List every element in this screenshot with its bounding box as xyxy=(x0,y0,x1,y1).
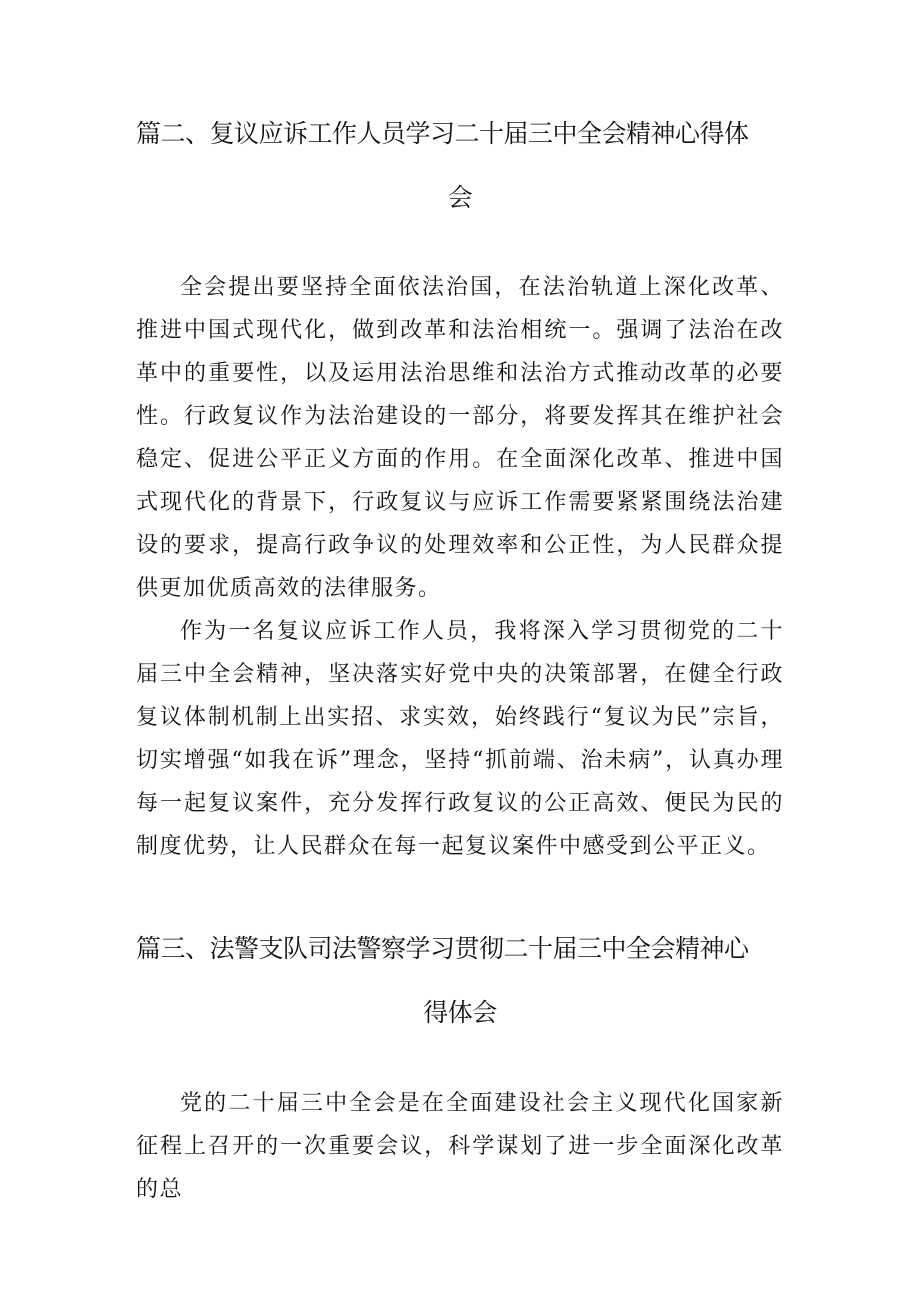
section2-paragraph-1: 全会提出要坚持全面依法治国，在法治轨道上深化改革、推进中国式现代化，做到改革和法治相统一。强调了法治在改革中的重要性，以及运用法治思维和法治方式推动改革的必要性。行政复议作为法治建设的一部分，将要发挥其在维护社会稳定、促进公平正义方面的作用。在全面深化改革、推进中国式现代化的背景下，行政复议与应诉工作需要紧紧围绕法治建设的要求，提高行政争议的处理效率和公正性，为人民群众提供更加优质高效的法律服务。 xyxy=(136,275,784,601)
section2-paragraph-2: 作为一名复议应诉工作人员，我将深入学习贯彻党的二十届三中全会精神，坚决落实好党中央的决策部署，在健全行政复议体制机制上出实招、求实效，始终践行“复议为民”宗旨，切实增强“如我在诉”理念，坚持“抓前端、治未病”，认真办理每一起复议案件，充分发挥行政复议的公正高效、便民为民的制度优势，让人民群众在每一起复议案件中感受到公平正义。 xyxy=(136,619,784,859)
section2-title-line2: 会 xyxy=(447,183,473,212)
section3-title-line1: 篇三、法警支队司法警察学习贯彻二十届三中全会精神心 xyxy=(136,934,749,963)
section3-title-line2: 得体会 xyxy=(423,998,497,1027)
section2-body xyxy=(136,266,784,868)
section2-title-line1: 篇二、复议应诉工作人员学习二十届三中全会精神心得体 xyxy=(136,119,749,148)
section3-heading xyxy=(136,917,784,1045)
section3-body xyxy=(136,1082,784,1211)
section2-heading xyxy=(136,102,784,230)
section3-paragraph-1: 党的二十届三中全会是在全面建设社会主义现代化国家新征程上召开的一次重要会议，科学谋划了进一步全面深化改革的总 xyxy=(136,1091,784,1202)
